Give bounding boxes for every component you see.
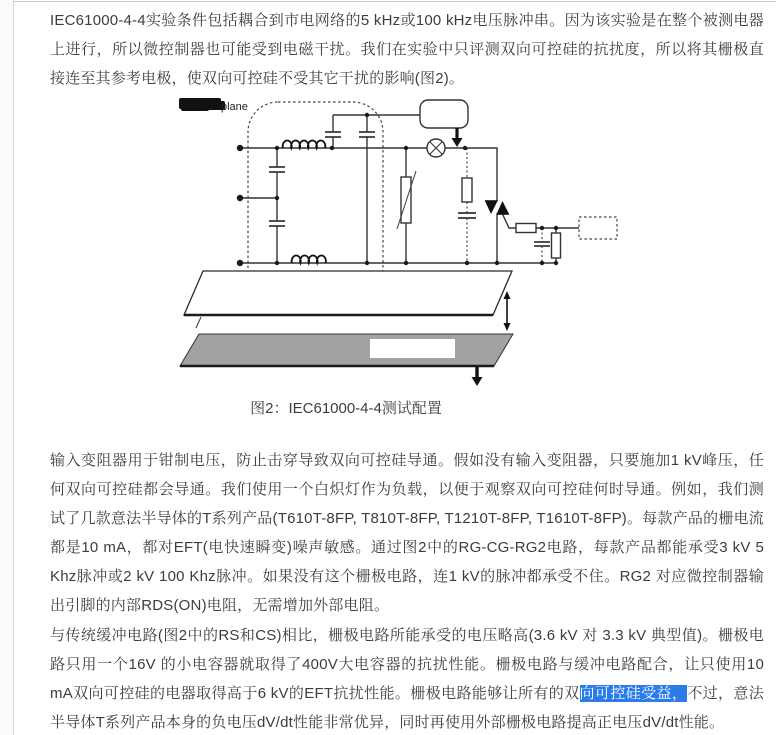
- coupling-capacitor-left: [325, 132, 341, 137]
- earth-arrow: [472, 367, 483, 386]
- eft-generator-box: [420, 100, 468, 128]
- ground-plane: [180, 334, 513, 366]
- filter-inductor-bottom: [292, 256, 326, 263]
- snubber-resistor-rs: [462, 178, 472, 202]
- selected-text-highlight: 向可控硅受益，: [579, 685, 688, 702]
- plane-label-text: plane: [221, 101, 248, 113]
- table-plane: [184, 271, 512, 315]
- top-divider: [14, 1, 776, 2]
- gate-resistor-rg2: [552, 233, 561, 258]
- lamp-icon: [427, 139, 445, 157]
- gate-resistor-rg: [516, 224, 536, 233]
- paragraph-intro: IEC61000-4-4实验条件包括耦合到市电网络的5 kHz或100 kHz电压脉冲串。因为该实验是在整个被测电器上进行，所以微控制器也可能受到电磁干扰。我们在实验中只评测双向可控硅的抗扰度，所以将其栅极直接连至其参考电极，使双向可控硅不受其它干扰的影响(图2)。: [50, 12, 764, 87]
- paragraph-comparison-text-after: 不过，意法半导体T系列产品本身的负电压dV/dt性能非常优异，同时再使用外部栅极电路提高正电压dV/dt性能。: [50, 685, 764, 731]
- spacing-double-arrow: [504, 291, 511, 331]
- microcontroller-box: [579, 217, 617, 239]
- figure-test-setup-diagram: [0, 88, 776, 393]
- coupling-capacitor-right: [359, 132, 375, 137]
- snubber-branch: [458, 148, 476, 263]
- plane-tick-mark: [196, 317, 201, 328]
- paragraph-comparison-text: 与传统缓冲电路(图2中的RS和CS)相比，栅极电路所能承受的电压略高(3.6 kV 对 3.3 kV 典型值)。栅极电路只用一个16V 的小电容器就取得了400V大电容器的抗扰性能。栅极电路与缓冲电路配合，让只使用10 mA双向可控硅的电器取得高于6 kV的EFT抗扰性能。栅极电路能够让所有的双: [50, 627, 764, 702]
- ground-plane-cutout: [370, 339, 455, 358]
- gate-capacitor-cg: [534, 228, 550, 263]
- varistor-symbol: [397, 171, 416, 229]
- y-capacitor-upper: [269, 167, 285, 172]
- ground-plane-label: [179, 98, 248, 113]
- injection-arrow: [452, 128, 463, 147]
- filter-inductor-top: [283, 141, 326, 148]
- triac-symbol: [485, 201, 509, 214]
- junction-dots: [237, 113, 558, 266]
- y-capacitor-lower: [269, 221, 285, 226]
- figure-caption: 图2：IEC61000-4-4测试配置: [250, 400, 442, 417]
- paragraph-varistor-test: 输入变阻器用于钳制电压，防止击穿导致双向可控硅导通。假如没有输入变阻器，只要施加1 kV峰压，任何双向可控硅都会导通。我们使用一个白炽灯作为负载，以便于观察双向可控硅何时导通。例如，我们测试了几款意法半导体的T系列产品(T610T-8FP, T810T-8FP, T1210T-8FP, T1610T-8FP)。每款产品的栅电流都是10 mA，都对EFT(电快速瞬变)噪声敏感。通过图2中的RG-CG-RG2电路，每款产品都能承受3 kV 5 Khz脉冲或2 kV 100 Khz脉冲。如果没有这个栅极电路，连1 kV的脉冲都承受不住。RG2 对应微控制器输出引脚的内部RDS(ON)电阻，无需增加外部电阻。: [50, 452, 764, 614]
- paragraph-comparison: [50, 621, 764, 735]
